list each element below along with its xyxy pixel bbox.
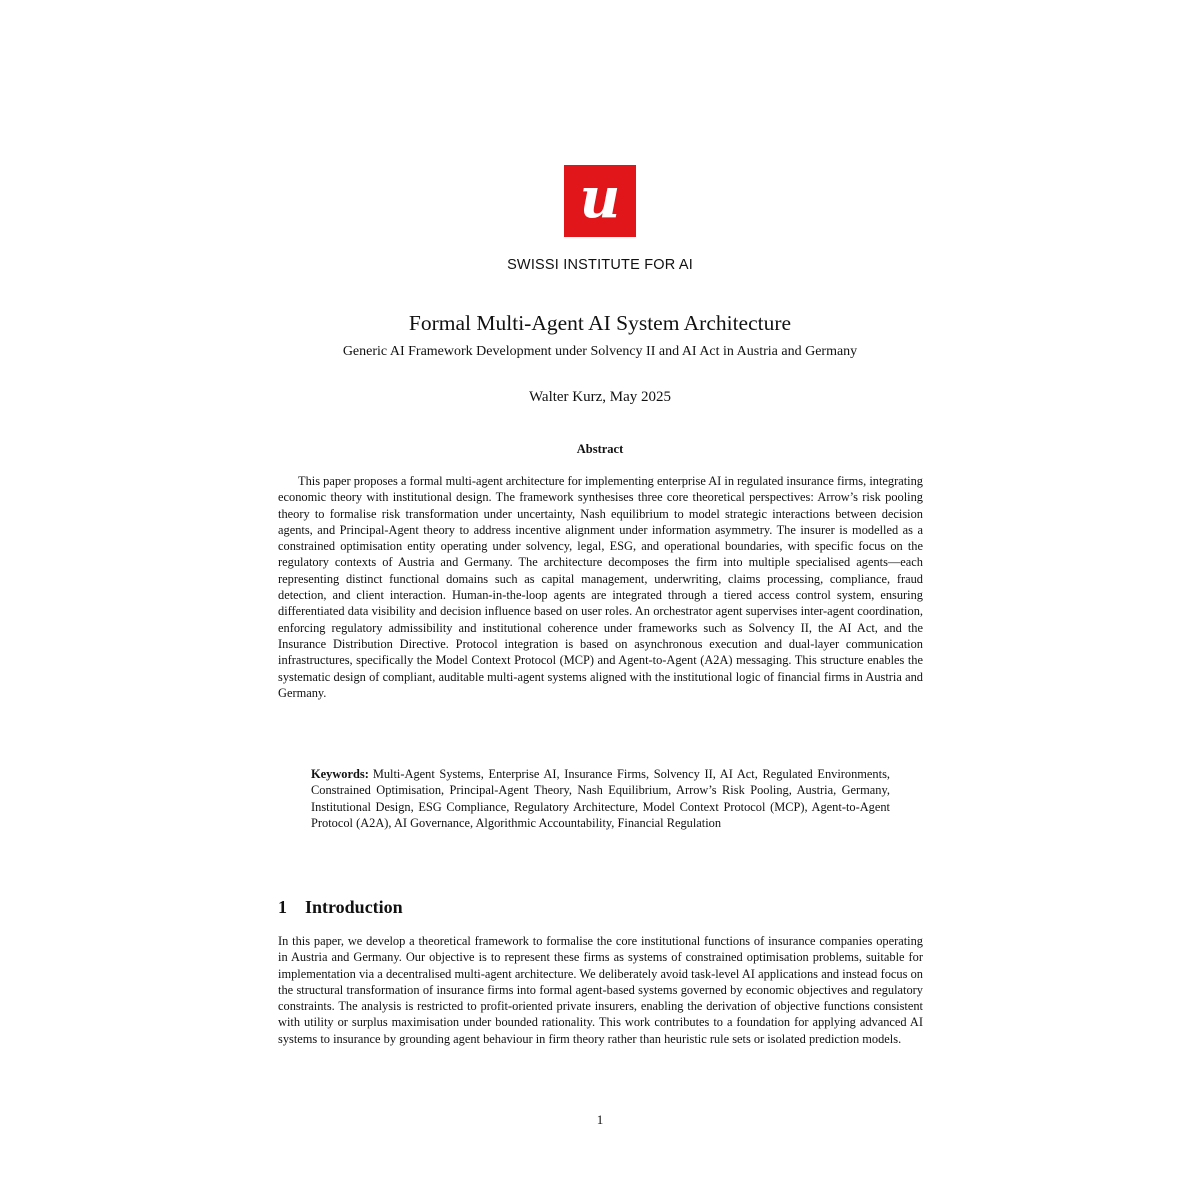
logo-letter: u (579, 165, 621, 231)
section-heading-introduction (278, 897, 403, 918)
abstract-heading: Abstract (576, 442, 624, 456)
paper-subtitle: Generic AI Framework Development under Solvency II and AI Act in Austria and Germany (342, 344, 858, 359)
institute-logo (564, 165, 636, 237)
author-line: Walter Kurz, May 2025 (528, 389, 672, 405)
section-number: 1 (278, 897, 287, 917)
keywords-label: Keywords: (311, 767, 369, 781)
keywords-text: Multi-Agent Systems, Enterprise AI, Insurance Firms, Solvency II, AI Act, Regulated Environments, Constrained Optimisation, Principal-Agent Theory, Nash Equilibrium, Arrow’s Risk Pooling, Austria, Germany, Institutional Design, ESG Compliance, Regulatory Architecture, Model Context Protocol (MCP), Agent-to-Agent Protocol (A2A), AI Governance, Algorithmic Accountability, Financial Regulation (311, 767, 890, 830)
section-title: Introduction (305, 897, 403, 917)
page-number: 1 (596, 1112, 604, 1127)
abstract-text: This paper proposes a formal multi-agent architecture for implementing enterprise AI in regulated insurance firms, integrating economic theory with institutional design. The framework synthesises three core theoretical perspectives: Arrow’s risk pooling theory to formalise risk transformation under uncertainty, Nash equilibrium to model strategic interactions between decision agents, and Principal-Agent theory to address incentive alignment under information asymmetry. The insurer is modelled as a constrained optimisation entity operating under solvency, legal, ESG, and operational boundaries, with specific focus on the regulatory contexts of Austria and Germany. The architecture decomposes the firm into multiple specialised agents—each representing distinct functional domains such as capital management, underwriting, claims processing, compliance, fraud detection, and client interaction. Human-in-the-loop agents are integrated through a tiered access control system, ensuring differentiated data visibility and decision influence based on user roles. An orchestrator agent supervises inter-agent coordination, enforcing regulatory admissibility and institutional coherence under frameworks such as Solvency II, the AI Act, and the Insurance Distribution Directive. Protocol integration is based on asynchronous execution and dual-layer communication infrastructures, specifically the Model Context Protocol (MCP) and Agent-to-Agent (A2A) messaging. This structure enables the systematic design of compliant, auditable multi-agent systems aligned with the institutional logic of financial firms in Austria and Germany. (278, 474, 923, 700)
paper-title: Formal Multi-Agent AI System Architecture (408, 311, 792, 335)
introduction-text: In this paper, we develop a theoretical framework to formalise the core institutional functions of insurance companies operating in Austria and Germany. Our objective is to represent these firms as systems of constrained optimisation problems, suitable for implementation via a decentralised multi-agent architecture. We deliberately avoid task-level AI applications and instead focus on the structural transformation of insurance firms into formal agent-based systems governed by economic objectives and regulatory constraints. The analysis is restricted to profit-oriented private insurers, enabling the derivation of objective functions consistent with utility or surplus maximisation under bounded rationality. This work contributes to a foundation for applying advanced AI systems to insurance by grounding agent behaviour in firm theory rather than heuristic rule sets or isolated prediction models. (278, 934, 923, 1046)
keywords-block (311, 766, 890, 831)
institute-name: SWISSI INSTITUTE FOR AI (507, 257, 693, 273)
